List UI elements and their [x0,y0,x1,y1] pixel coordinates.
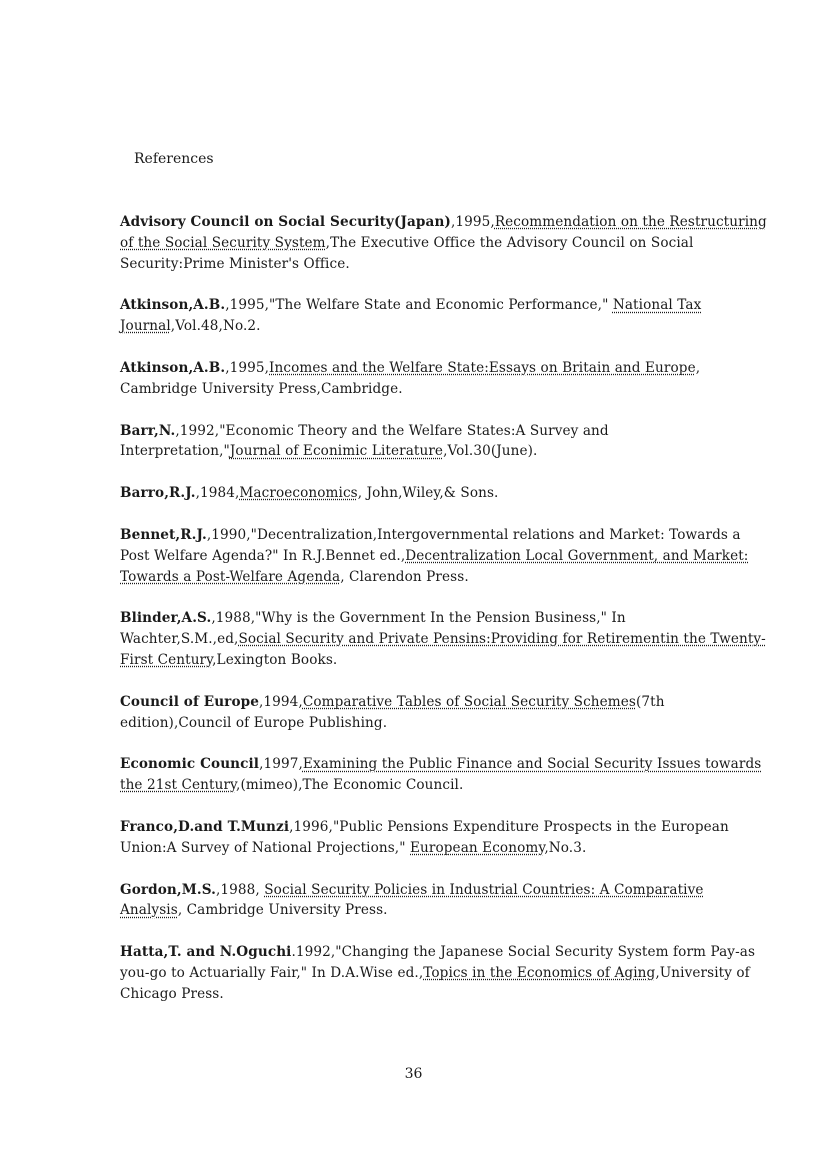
reference-text: ,Lexington Books. [212,651,338,668]
reference-entry [120,295,770,337]
reference-text: ,Vol.48,No.2. [170,318,261,335]
reference-title: Social Security Policies in Industrial Countries: A Comparative Analysis [120,881,704,919]
reference-text: ,1997, [259,756,303,773]
reference-entry [120,880,770,922]
reference-text: ,1988, [215,881,265,898]
reference-entry [120,817,770,859]
reference-text: , Cambridge University Press. [177,902,388,919]
reference-title: Macroeconomics [239,485,358,502]
reference-title: National Tax Journal [120,297,702,335]
reference-text: ,(mimeo),The Economic Council. [236,777,464,794]
reference-title: European Economy [410,839,545,856]
reference-author: Hatta,T. and N.Oguchi [120,944,292,961]
reference-author: Barr,N. [120,422,176,439]
reference-entry [120,358,770,400]
reference-title: Recommendation on the Restructuring of the Social Security System [120,214,767,251]
reference-author: Council of Europe [120,693,259,710]
reference-author: Economic Council [120,756,260,773]
reference-title: Decentralization Local Government, and Market: Towards a Post-Welfare Agenda [120,547,749,585]
reference-text: ,1995,"The Welfare State and Economic Performance," [225,297,613,314]
reference-entry [120,754,770,796]
reference-author: Bennet,R.J. [120,526,207,543]
reference-entry [120,942,770,1004]
reference-author: Barro,R.J. [120,485,196,502]
reference-entry [120,525,770,587]
reference-text: ,University of Chicago Press. [120,964,750,1002]
reference-author: Gordon,M.S. [120,881,216,898]
reference-title: Social Security and Private Pensins:Providing for Retirementin the Twenty-First Century [120,631,766,668]
reference-text: ,1994, [258,693,303,710]
reference-text: ,1992,"Economic Theory and the Welfare States:A Survey and Interpretation," [120,422,609,460]
reference-text: ,1995, [450,214,495,230]
reference-list [120,212,770,1026]
reference-title: Topics in the Economics of Aging [423,964,656,981]
reference-text: .1992,"Changing the Japanese Social Security System form Pay-as you-go to Actuarially Fair," In D.A.Wise ed., [120,944,756,981]
reference-entry [120,212,770,274]
reference-title: Journal of Econimic Literature [229,443,444,460]
reference-author: Franco,D.and T.Munzi [120,818,290,835]
reference-title: Comparative Tables of Social Security Schemes [302,693,636,710]
reference-text: ,1995, [225,359,270,376]
reference-author: Atkinson,A.B. [120,359,226,376]
reference-text: , John,Wiley,& Sons. [357,485,499,502]
references-heading: References [134,151,214,167]
reference-text: ,No.3. [544,839,587,856]
reference-entry [120,692,770,734]
reference-author: Blinder,A.S. [120,610,212,627]
reference-text: ,1984, [195,485,240,502]
reference-entry [120,608,770,670]
reference-text: (7th edition),Council of Europe Publishing. [120,693,665,731]
reference-text: , Cambridge University Press,Cambridge. [120,359,701,397]
reference-text: , Clarendon Press. [340,568,469,585]
page-number: 36 [404,1066,423,1082]
reference-entry [120,483,770,504]
reference-entry [120,421,770,463]
reference-title: Examining the Public Finance and Social Security Issues towards the 21st Century [120,756,762,794]
reference-text: ,1988,"Why is the Government In the Pension Business," In Wachter,S.M.,ed, [120,610,626,648]
reference-title: Incomes and the Welfare State:Essays on Britain and Europe [269,359,696,376]
reference-author: Advisory Council on Social Security(Japan) [120,214,451,230]
reference-text: ,1990,"Decentralization,Intergovernmental relations and Market: Towards a Post Welfare Agenda?" In R.J.Bennet ed., [120,526,741,564]
reference-text: ,1996,"Public Pensions Expenditure Prospects in the European Union:A Survey of National Projections," [120,818,729,856]
reference-author: Atkinson,A.B. [120,297,226,314]
reference-text: ,Vol.30(June). [443,443,538,460]
reference-text: ,The Executive Office the Advisory Council on Social Security:Prime Minister's Office. [120,234,694,272]
